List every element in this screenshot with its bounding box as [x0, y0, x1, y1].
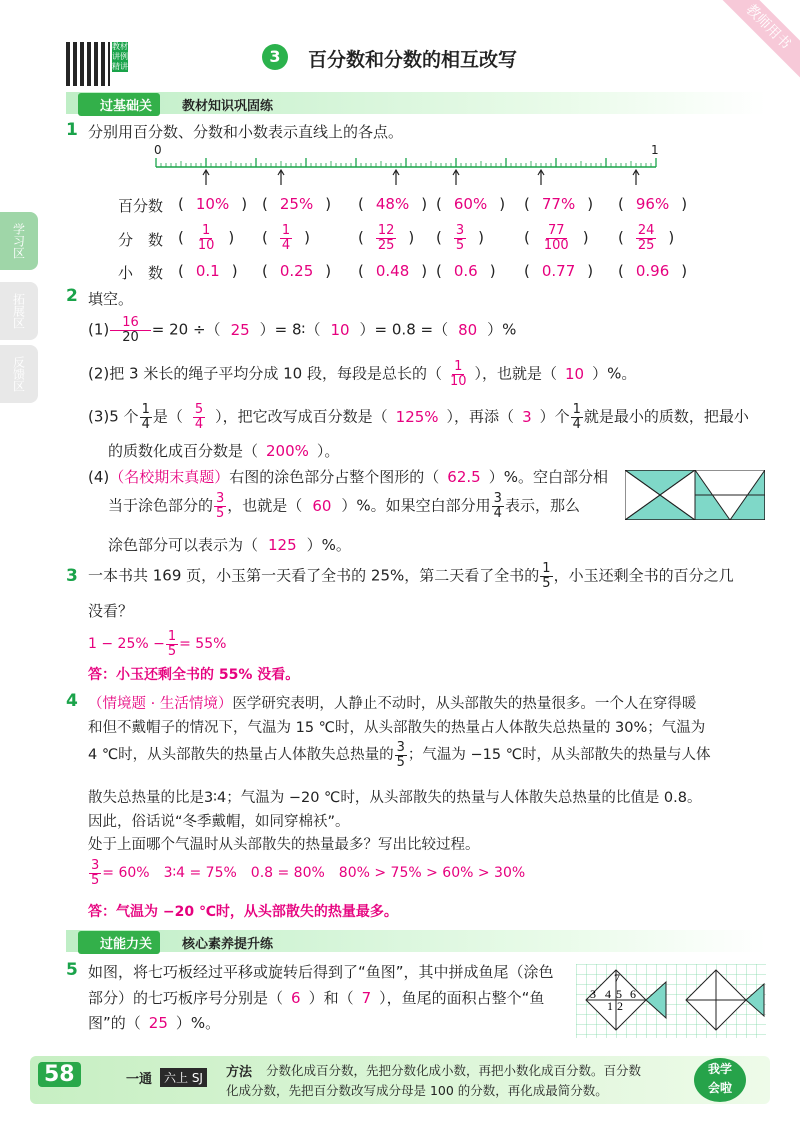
q4-line2: 和但不戴帽子的情况下，气温为 15 ℃时，从头部散失的热量占人体散失总热量的 30%；气温为: [88, 720, 706, 736]
q3-line2: 没看？: [88, 602, 134, 620]
q4-line4: 散失总热量的比是3∶4；气温为 −20 ℃时，从头部散失的热量与人体散失总热量的比值是 0.8。: [88, 790, 702, 806]
q1-number-line: [150, 155, 670, 187]
q3-line1: 一本书共 169 页，小玉第一天看了全书的 25%，第二天看了全书的 $\frac{1}{5}$ ，小玉还剩全书的百分之几: [88, 561, 734, 591]
q1-number: 1: [66, 120, 78, 140]
q4-calc: $\frac{3}{5}$ = 60% 3∶4 = 75% 0.8 = 80% 80% > 75% > 60% > 30%: [91, 858, 526, 888]
section-number-badge: 3: [262, 44, 288, 70]
q5-number: 5: [66, 960, 78, 980]
side-tab-feedback[interactable]: 反馈区: [0, 345, 38, 403]
qr-caption: 教材讲例精讲: [112, 42, 128, 71]
number-line-arrow: [393, 170, 399, 185]
tangram-label-4: 4: [605, 987, 611, 1001]
q4-line3: 4 ℃时，从头部散失的热量占人体散失总热量的 $\frac{3}{5}$ ；气温为 −15 ℃时，从头部散失的热量与人体: [88, 740, 711, 770]
q1-fraction-answer-6: ( $\frac{24}{25}$ ): [618, 223, 675, 253]
q2-text: 填空。: [88, 290, 134, 308]
q1-percent-answer-4: ( 60% ): [436, 195, 506, 213]
basic-section-bar: [66, 92, 766, 114]
tangram-label-6: 6: [630, 987, 636, 1001]
q5-line1: 如图，将七巧板经过平移或旋转后得到了“鱼图”，其中拼成鱼尾（涂色: [88, 963, 554, 981]
q1-percent-answer-5: ( 77% ): [524, 195, 594, 213]
q2-part3-line1: (3)5 个 $\frac{1}{4}$ 是（ $\frac{5}{4}$ ），把它改写成百分数是（ 125% ），再添（ 3 ）个 $\frac{1}{4}$ 就是最小的质数，把最小: [88, 402, 749, 432]
q3-calc: 1 − 25% − $\frac{1}{5}$ = 55%: [88, 629, 227, 659]
method-line1: 分数化成百分数，先把分数化成小数，再把小数化成百分数。百分数: [266, 1063, 642, 1078]
q2-part1: (1) $\frac{16}{20}$ = 20 ÷（ 25 ）= 8∶（ 10 ）= 0.8 =（ 80 ）%: [88, 315, 517, 345]
number-line-arrow: [453, 170, 459, 185]
q1-fraction-label: 分 数: [118, 231, 164, 249]
q1-fraction-answer-4: ( $\frac{3}{5}$ ): [436, 223, 484, 253]
q2-part4-line1: (4)（名校期末真题）右图的涂色部分占整个图形的（ 62.5 ）%。空白部分相: [88, 468, 608, 486]
q3-number: 3: [66, 566, 78, 586]
number-line-arrow: [203, 170, 209, 185]
number-line-arrow: [633, 170, 639, 185]
q4-line1: （情境题 · 生活情境）医学研究表明，人静止不动时，从头部散失的热量很多。一个人在穿得暖: [88, 696, 697, 712]
q1-fraction-answer-2: ( $\frac{1}{4}$ ): [262, 223, 310, 253]
q1-decimal-answer-3: ( 0.48 ): [358, 262, 428, 280]
learned-badge: [694, 1058, 746, 1102]
learned-badge-line2: 会啦: [707, 1081, 732, 1095]
qr-code: [66, 42, 110, 86]
q5-tangram-figure: [576, 964, 766, 1038]
q1-percent-answer-6: ( 96% ): [618, 195, 688, 213]
basic-subtitle: 教材知识巩固练: [182, 99, 274, 114]
q2-part3-line2: 的质数化成百分数是（ 200% ）。: [108, 442, 340, 460]
q1-fraction-answer-3: ( $\frac{12}{25}$ ): [358, 223, 415, 253]
tangram-label-7: 7: [614, 971, 620, 985]
q1-percent-label: 百分数: [118, 197, 164, 215]
q1-fraction-answer-1: ( $\frac{1}{10}$ ): [178, 223, 235, 253]
method-label: 方法: [226, 1065, 253, 1080]
page-number: 58: [38, 1062, 81, 1087]
q5-line3: 图”的（ 25 ）%。: [88, 1014, 221, 1032]
q5-line2: 部分）的七巧板序号分别是（ 6 ）和（ 7 ），鱼尾的面积占整个“鱼: [88, 989, 545, 1007]
q2-figure: [625, 470, 765, 520]
basic-badge: 过基础关: [78, 93, 160, 116]
q4-line6: 处于上面哪个气温时从头部散失的热量最多？写出比较过程。: [88, 837, 480, 853]
tangram-label-1: 1: [607, 999, 613, 1013]
q4-answer: 答：气温为 −20 ℃时，从头部散失的热量最多。: [88, 904, 398, 920]
footer-grade: 六上 SJ: [160, 1068, 207, 1087]
q1-decimal-answer-1: ( 0.1 ): [178, 262, 238, 280]
number-line-arrow: [278, 170, 284, 185]
q1-decimal-answer-6: ( 0.96 ): [618, 262, 688, 280]
q4-number: 4: [66, 691, 78, 711]
q1-decimal-label: 小 数: [118, 264, 164, 282]
q1-start-label: 0: [154, 143, 162, 157]
corner-tag: 教师用书: [716, 0, 800, 79]
ability-section-bar: [66, 930, 766, 952]
q1-end-label: 1: [651, 143, 659, 157]
q2-number: 2: [66, 286, 78, 306]
number-line-arrow: [538, 170, 544, 185]
tangram-label-2: 2: [617, 999, 623, 1013]
side-tab-study[interactable]: 学习区: [0, 212, 38, 270]
q1-percent-answer-1: ( 10% ): [178, 195, 248, 213]
ability-badge: 过能力关: [78, 931, 160, 954]
q2-part4-line3: 涂色部分可以表示为（ 125 ）%。: [108, 536, 351, 554]
q3-answer: 答：小玉还剩全书的 55% 没看。: [88, 667, 300, 683]
q4-line5: 因此，俗话说“冬季戴帽，如同穿棉袄”。: [88, 814, 350, 830]
q2-part2: (2)把 3 米长的绳子平均分成 10 段，每段是总长的（ $\frac{1}{10}$ ），也就是（ 10 ）%。: [88, 359, 637, 389]
learned-badge-line1: 我学: [707, 1062, 732, 1076]
q1-percent-answer-3: ( 48% ): [358, 195, 428, 213]
page-title: 百分数和分数的相互改写: [308, 49, 518, 71]
tangram-label-3: 3: [590, 987, 596, 1001]
ability-subtitle: 核心素养提升练: [182, 937, 274, 952]
footer-brand: 一通: [126, 1072, 153, 1087]
tangram-label-5: 5: [616, 987, 622, 1001]
q1-decimal-answer-2: ( 0.25 ): [262, 262, 332, 280]
q1-decimal-answer-5: ( 0.77 ): [524, 262, 594, 280]
method-line2: 化成分数，先把百分数改写成分母是 100 的分数，再化成最简分数。: [226, 1083, 608, 1098]
q1-percent-answer-2: ( 25% ): [262, 195, 332, 213]
q1-text: 分别用百分数、分数和小数表示直线上的各点。: [88, 123, 404, 141]
q1-decimal-answer-4: ( 0.6 ): [436, 262, 496, 280]
q2-part4-line2: 当于涂色部分的 $\frac{3}{5}$ ，也就是（ 60 ）%。如果空白部分用 $\frac{3}{4}$ 表示，那么: [108, 491, 580, 521]
side-tab-extend[interactable]: 拓展区: [0, 282, 38, 340]
q1-fraction-answer-5: ( $\frac{77}{100}$ ): [524, 223, 589, 253]
